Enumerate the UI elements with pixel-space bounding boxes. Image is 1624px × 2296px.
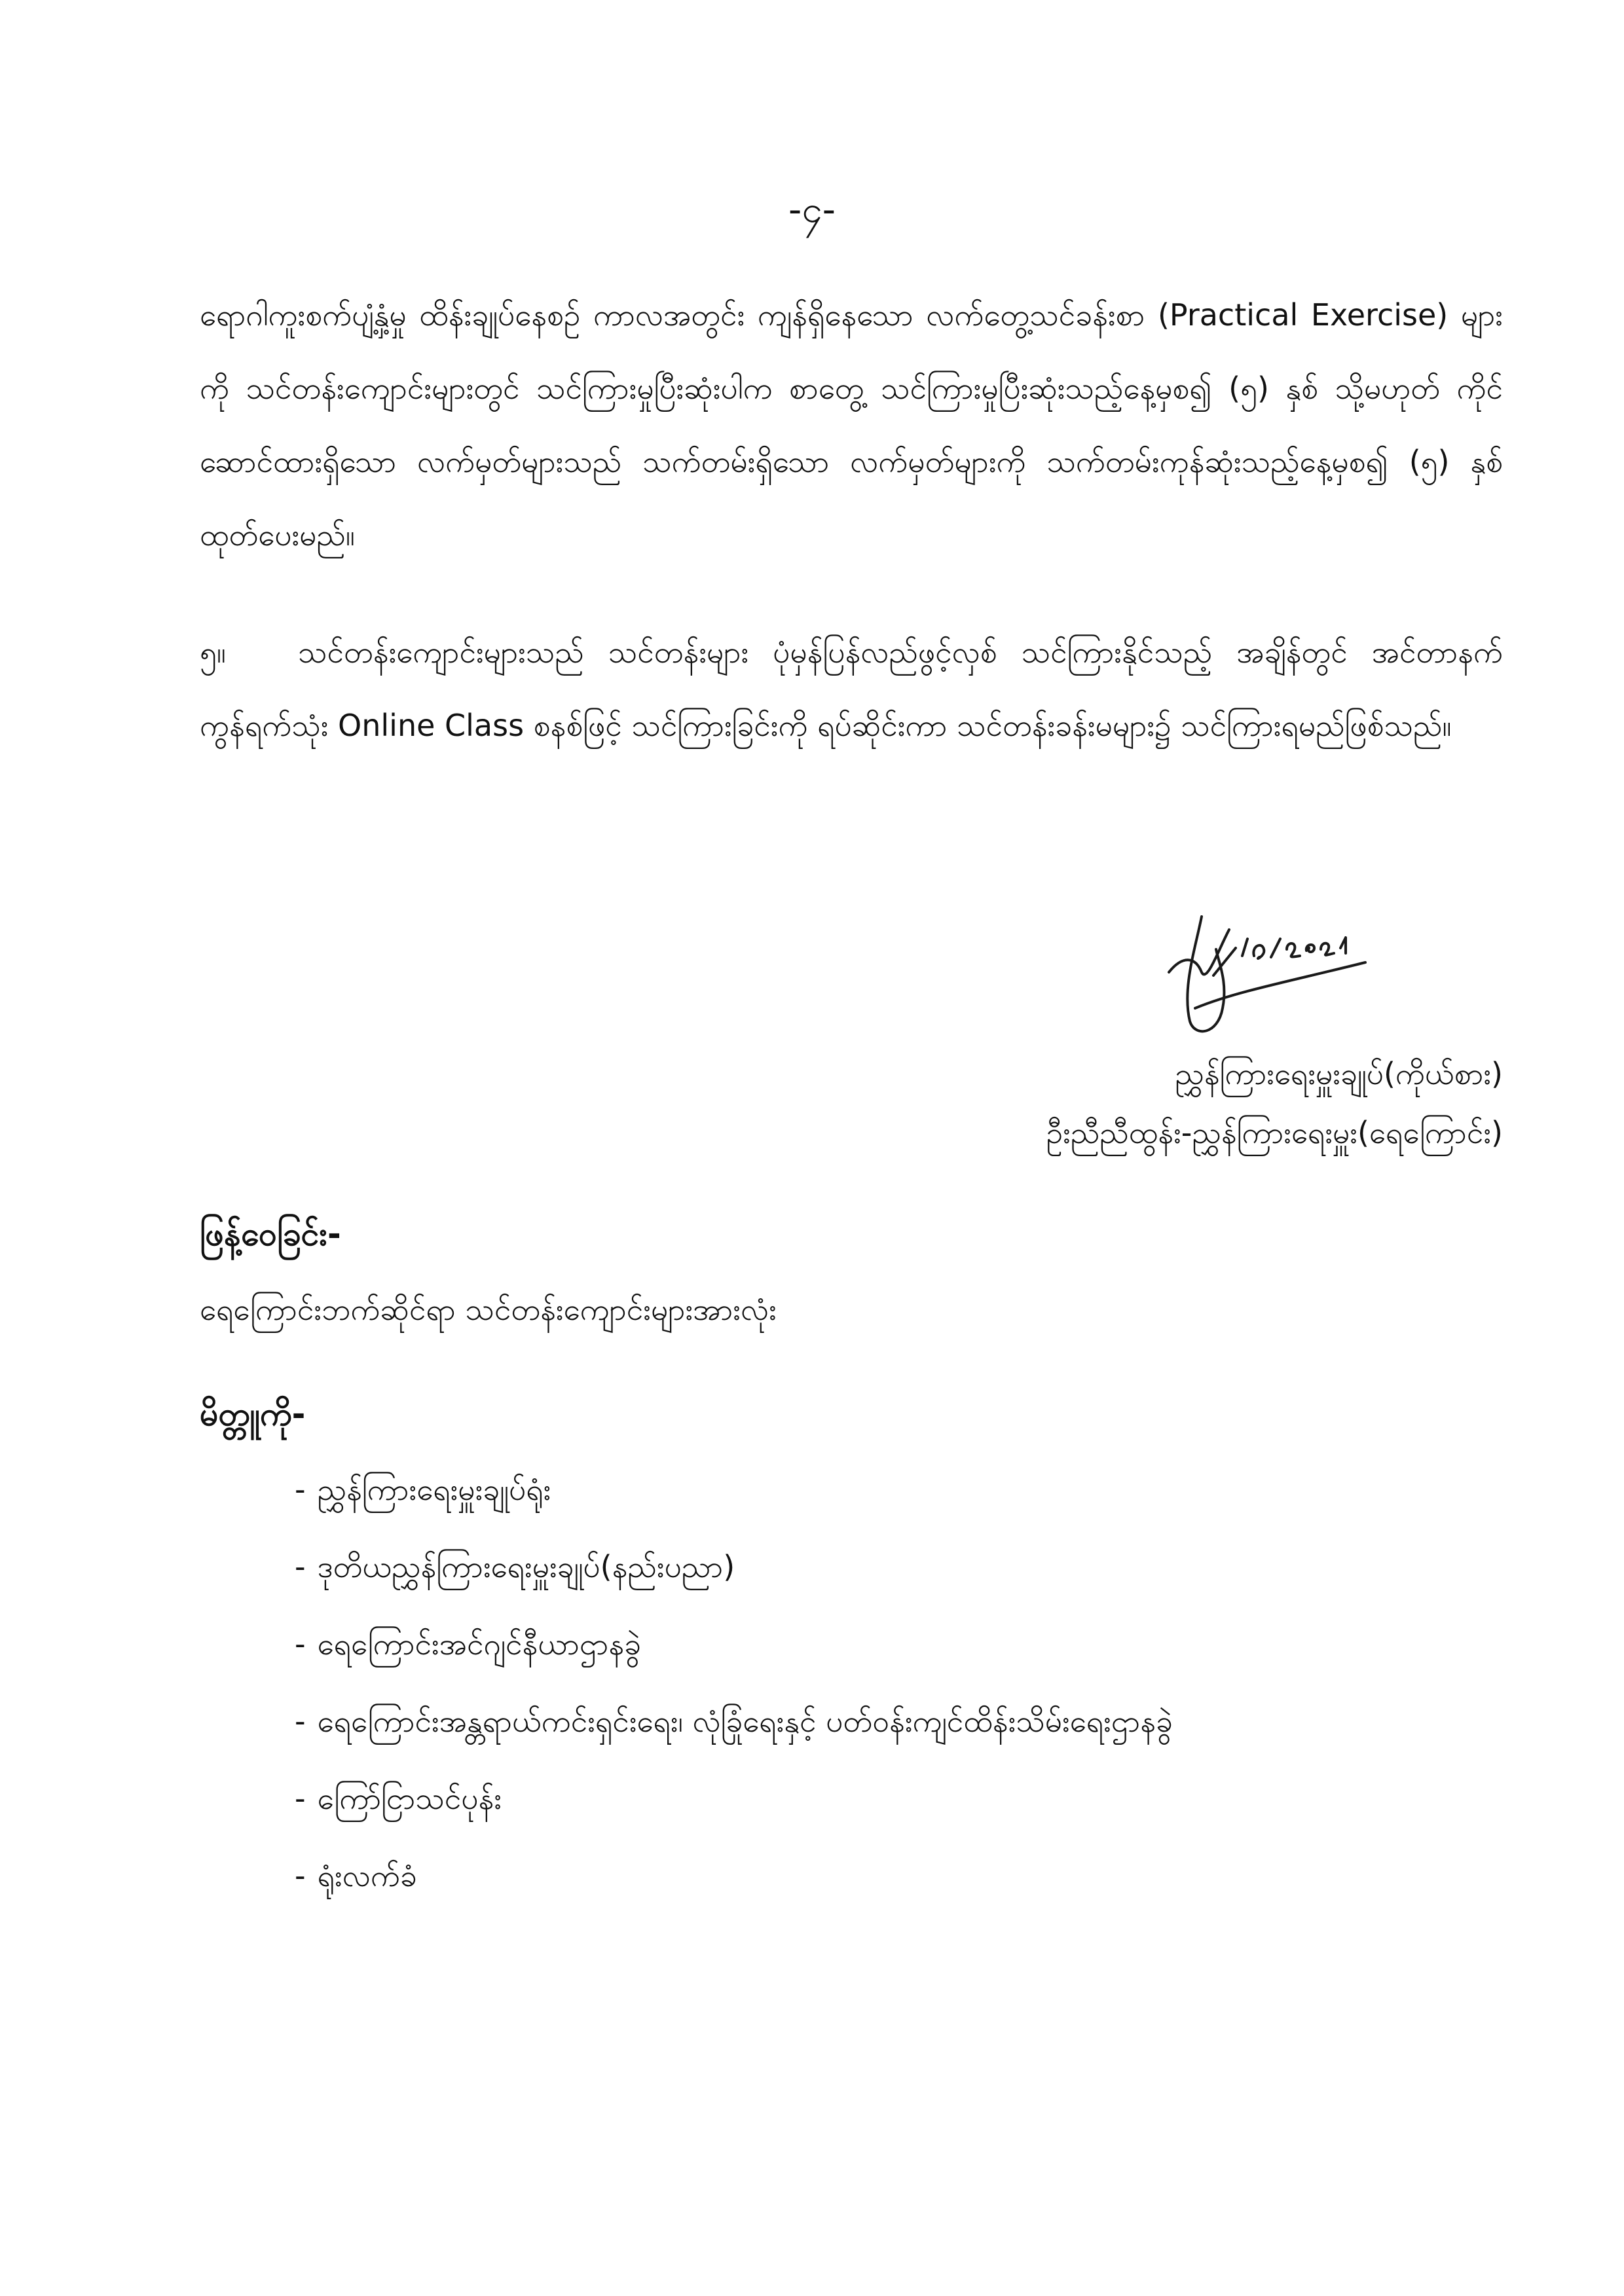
page-number: -၄- [788, 189, 836, 231]
cc-item-text: ရေကြောင်းအင်ဂျင်နီယာဌာနခွဲ [317, 1626, 642, 1662]
cc-item [295, 1540, 1173, 1618]
cc-item [295, 1618, 1173, 1695]
cc-item-text: ဒုတိယညွှန်ကြားရေးမှူးချုပ်(နည်းပညာ) [317, 1549, 735, 1584]
cc-item [295, 1850, 1173, 1927]
cc-list [295, 1463, 1173, 1927]
list-dash: - [295, 1781, 306, 1816]
handwritten-signature [1156, 910, 1378, 1041]
distribution-heading: ဖြန့်ဝေခြင်း- [200, 1215, 341, 1253]
paragraph-5-text: သင်တန်းကျောင်းများသည် သင်တန်းများ ပုံမှန်ပြန်လည်ဖွင့်လှစ် သင်ကြားနိုင်သည့် အချိန်တွင် အင်တာနက်ကွန်ရက်သုံး Online Class စနစ်ဖြင့် သင်ကြားခြင်းကို ရပ်ဆိုင်းကာ သင်တန်းခန်းမများ၌ သင်ကြားရမည်ဖြစ်သည်။ [200, 634, 1503, 743]
cc-item-text: ရေကြောင်းအန္တရာယ်ကင်းရှင်းရေး၊ လုံခြုံရေးနှင့် ပတ်ဝန်းကျင်ထိန်းသိမ်းရေးဌာနခွဲ [317, 1704, 1173, 1739]
cc-item [295, 1695, 1173, 1772]
paragraph-continuation: ရောဂါကူးစက်ပျံ့နှံ့မှု ထိန်းချုပ်နေစဉ် ကာလအတွင်း ကျန်ရှိနေသော လက်တွေ့သင်ခန်းစာ (Practical Exercise) များကို သင်တန်းကျောင်းများတွင် သင်ကြားမှုပြီးဆုံးပါက စာတွေ့ သင်ကြားမှုပြီးဆုံးသည့်နေ့မှစ၍ (၅) နှစ် သို့မဟုတ် ကိုင်ဆောင်ထားရှိသော လက်မှတ်များသည် သက်တမ်းရှိသော လက်မှတ်များကို သက်တမ်းကုန်ဆုံးသည့်နေ့မှစ၍ (၅) နှစ် ထုတ်ပေးမည်။ [200, 297, 1503, 553]
signatory-name: ဦးညီညီထွန်း-ညွှန်ကြားရေးမှူး(ရေကြောင်း) [1046, 1115, 1503, 1150]
list-dash: - [295, 1704, 306, 1739]
cc-item-text: ညွှန်ကြားရေးမှူးချုပ်ရုံး [317, 1472, 551, 1507]
cc-item-text: ရုံးလက်ခံ [317, 1858, 417, 1893]
list-dash: - [295, 1472, 306, 1507]
cc-item [295, 1772, 1173, 1850]
list-dash: - [295, 1858, 306, 1893]
distribution-recipient: ရေကြောင်းဘက်ဆိုင်ရာ သင်တန်းကျောင်းများအားလုံး [200, 1292, 777, 1327]
signatory-title: ညွှန်ကြားရေးမှူးချုပ်(ကိုယ်စား) [1175, 1056, 1503, 1091]
cc-item [295, 1463, 1173, 1540]
paragraph-5 [200, 615, 1503, 762]
cc-heading: မိတ္တူကို- [200, 1395, 306, 1433]
cc-item-text: ကြော်ငြာသင်ပုန်း [317, 1781, 502, 1816]
list-dash: - [295, 1549, 306, 1584]
paragraph-number: ၅။ [200, 634, 226, 670]
list-dash: - [295, 1626, 306, 1662]
